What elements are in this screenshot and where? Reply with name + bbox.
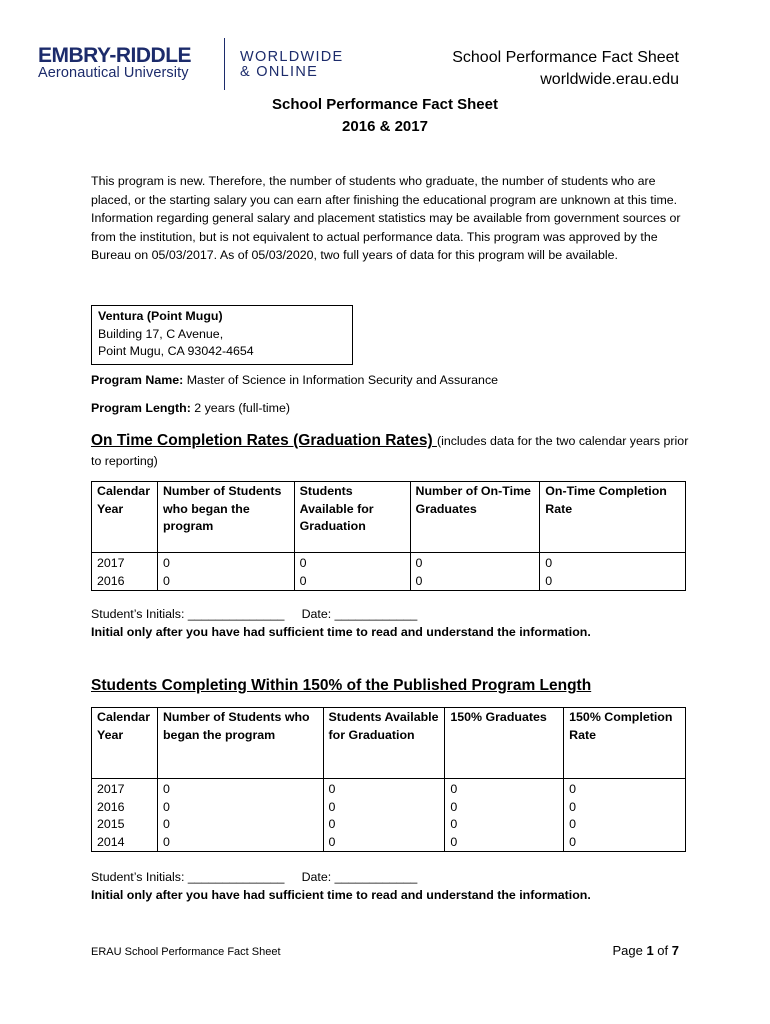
table-cell: 0 [157, 816, 323, 834]
address-line1: Building 17, C Avenue, [98, 326, 224, 341]
column-header: 150% Graduates [445, 708, 564, 779]
program-name-label: Program Name: [91, 373, 184, 387]
logo-wordmark: EMBRY-RIDDLE [38, 44, 192, 67]
table-cell: 0 [157, 573, 294, 591]
logo-subtitle: Aeronautical University [38, 65, 189, 81]
table-cell: 0 [445, 834, 564, 852]
section1-header [91, 431, 691, 471]
table-cell: 2017 [92, 779, 158, 799]
program-name [91, 371, 498, 389]
page-prefix: Page [612, 943, 647, 958]
column-header: Calendar Year [92, 708, 158, 779]
page-title: School Performance Fact Sheet [272, 96, 498, 113]
table-cell: 2015 [92, 816, 158, 834]
section1-note: (includes data for the two calendar years prior to reporting) [91, 434, 689, 468]
table-cell: 2016 [92, 573, 158, 591]
column-header: Students Available for Graduation [294, 482, 410, 553]
column-header: Number of On-Time Graduates [410, 482, 540, 553]
program-length [91, 399, 290, 417]
table-cell: 0 [410, 553, 540, 573]
initials-notice-1: Initial only after you have had sufficient time to read and understand the information. [91, 625, 591, 639]
table-cell: 0 [323, 816, 445, 834]
address-line2: Point Mugu, CA 93042-4654 [98, 344, 254, 358]
table-cell: 0 [157, 799, 323, 817]
initials-line-1: Student’s Initials: ______________ Date: ____________ [91, 607, 418, 621]
table-row [92, 779, 686, 799]
table-cell: 0 [445, 799, 564, 817]
table-cell: 0 [157, 834, 323, 852]
table-cell: 2017 [92, 553, 158, 573]
column-header: Number of Students who began the program [157, 708, 323, 779]
logo-online: & ONLINE [240, 64, 319, 80]
campus-name: Ventura (Point Mugu) [98, 309, 223, 323]
logo-divider [224, 38, 225, 90]
page-subtitle: 2016 & 2017 [342, 118, 428, 135]
column-header: 150% Completion Rate [564, 708, 686, 779]
table-cell: 0 [564, 834, 686, 852]
table-cell: 0 [157, 779, 323, 799]
initials-notice-2: Initial only after you have had sufficient time to read and understand the information. [91, 888, 591, 902]
table-cell: 0 [323, 834, 445, 852]
table-header-row [92, 482, 686, 553]
table-cell: 0 [540, 573, 686, 591]
footer-label: ERAU School Performance Fact Sheet [91, 946, 281, 958]
logo-worldwide: WORLDWIDE [240, 49, 344, 65]
column-header: Students Available for Graduation [323, 708, 445, 779]
column-header: Calendar Year [92, 482, 158, 553]
table-cell: 0 [540, 553, 686, 573]
table-row [92, 573, 686, 591]
program-length-value: 2 years (full-time) [194, 401, 290, 415]
table-cell: 0 [564, 799, 686, 817]
page-current: 1 [646, 943, 654, 958]
table-row [92, 553, 686, 573]
table-cell: 0 [294, 553, 410, 573]
table-cell: 2016 [92, 799, 158, 817]
program-name-value: Master of Science in Information Security and Assurance [186, 373, 499, 387]
table-cell: 0 [410, 573, 540, 591]
table-cell: 2014 [92, 834, 158, 852]
table-row [92, 816, 686, 834]
table-cell: 0 [323, 779, 445, 799]
header-title: School Performance Fact Sheet [452, 49, 679, 66]
section1-heading: On Time Completion Rates (Graduation Rates) [91, 432, 437, 449]
page-of: of [653, 943, 672, 958]
table-cell: 0 [157, 553, 294, 573]
table-cell: 0 [564, 779, 686, 799]
table-cell: 0 [323, 799, 445, 817]
table-cell: 0 [564, 816, 686, 834]
address-box [91, 305, 353, 365]
table-cell: 0 [445, 816, 564, 834]
page-number [612, 942, 679, 960]
intro-paragraph: This program is new. Therefore, the number of students who graduate, the number of students who are placed, or the starting salary you can earn after finishing the educational program are unknown at this time. Information regarding general salary and placement statistics may be available from government sources or from the institution, but is not equivalent to actual performance data. This program was approved by the Bureau on 05/03/2017. As of 05/03/2020, two full years of data for this program will be available. [91, 174, 681, 263]
header-url: worldwide.erau.edu [540, 71, 679, 88]
initials-line-2: Student’s Initials: ______________ Date: ____________ [91, 870, 418, 884]
page-total: 7 [671, 943, 679, 958]
table-header-row [92, 708, 686, 779]
table-cell: 0 [445, 779, 564, 799]
column-header: On-Time Completion Rate [540, 482, 686, 553]
completion-150-table [91, 707, 686, 852]
program-length-label: Program Length: [91, 401, 191, 415]
completion-table [91, 481, 686, 591]
column-header: Number of Students who began the program [157, 482, 294, 553]
section2-heading: Students Completing Within 150% of the Published Program Length [91, 677, 592, 694]
table-row [92, 834, 686, 852]
table-cell: 0 [294, 573, 410, 591]
table-row [92, 799, 686, 817]
